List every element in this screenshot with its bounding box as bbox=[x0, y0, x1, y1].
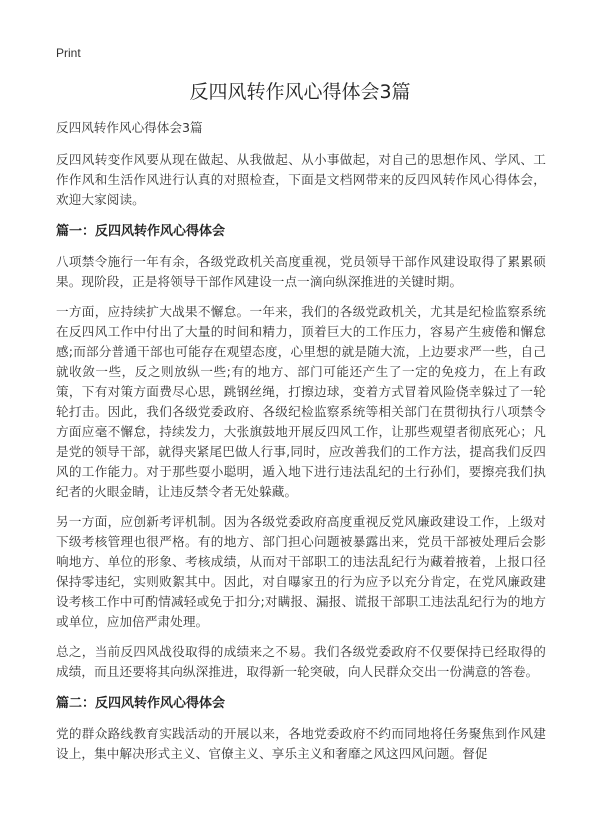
section-heading-1: 篇一：反四风转作风心得体会 bbox=[56, 224, 226, 239]
intro-paragraph: 反四风转变作风要从现在做起、从我做起、从小事做起，对自己的思想作风、学风、工作作风和生活作风进行认真的对照检查，下面是文档网带来的反四风转作风心得体会，欢迎大家阅读。 bbox=[56, 152, 546, 207]
print-link[interactable]: Print bbox=[56, 46, 81, 60]
section-1-paragraph-4: 总之，当前反四风战役取得的成绩来之不易。我们各级党委政府不仅要保持已经取得的成绩，而且还要将其向纵深推进，取得新一轮突破，向人民群众交出一份满意的答卷。 bbox=[56, 644, 546, 679]
section-1-paragraph-3: 另一方面，应创新考评机制。因为各级党委政府高度重视反党风廉政建设工作，上级对下级考核管理也很严格。有的地方、部门担心问题被暴露出来，党员干部被处理后会影响地方、单位的形象、考核成绩，从而对干部职工的违法乱纪行为藏着掖着，上报口径保持零违纪，实则败絮其中。因此，对自曝家丑的行为应予以充分肯定，在党风廉政建设考核工作中可酌情减轻或免于扣分;对瞒报、漏报、谎报干部职工违法乱纪行为的地方或单位，应加倍严肃处理。 bbox=[56, 514, 546, 629]
article-subtitle: 反四风转作风心得体会3篇 bbox=[56, 120, 203, 135]
section-heading-2: 篇二：反四风转作风心得体会 bbox=[56, 696, 226, 711]
section-1-paragraph-1: 八项禁令施行一年有余，各级党政机关高度重视，党员领导干部作风建设取得了累累硕果。现阶段，正是将领导干部作风建设一点一滴向纵深推进的关键时期。 bbox=[56, 254, 546, 289]
section-2-paragraph-1: 党的群众路线教育实践活动的开展以来，各地党委政府不约而同地将任务聚焦到作风建设上，集中解决形式主义、官僚主义、享乐主义和奢靡之风这四风问题。督促 bbox=[56, 726, 546, 761]
section-1-paragraph-2: 一方面，应持续扩大战果不懈怠。一年来，我们的各级党政机关，尤其是纪检监察系统在反四风工作中付出了大量的时间和精力，顶着巨大的工作压力，容易产生疲倦和懈怠感;而部分普通干部也可能存在观望态度，心里想的就是随大流，上边要求严一些，自己就收敛一些，反之则放纵一些;有的地方、部门可能还产生了一定的免疫力，在上有政策，下有对策方面费尽心思，跳钢丝绳，打擦边球，变着方式冒着风险侥幸躲过了一轮轮打击。因此，我们各级党委政府、各级纪检监察系统等相关部门在贯彻执行八项禁令方面应毫不懈怠，持续发力，大张旗鼓地开展反四风工作，让那些观望者彻底死心；凡是党的领导干部，就得夹紧尾巴做人行事,同时，应改善我们的工作方法，提高我们反四风的工作能力。对于那些耍小聪明，遁入地下进行违法乱纪的土行孙们，要擦亮我们执纪者的火眼金睛，让违反禁令者无处躲藏。 bbox=[56, 304, 546, 499]
article-body bbox=[56, 118, 546, 774]
page-title: 反四风转作风心得体会3篇 bbox=[189, 81, 411, 103]
